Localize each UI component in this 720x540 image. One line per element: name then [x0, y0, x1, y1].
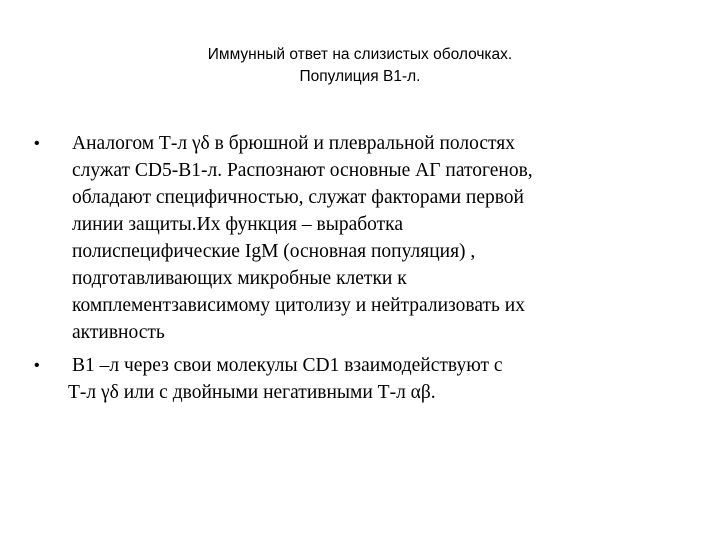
bullet-1-line-4: линии защиты.Их функция – выработка	[72, 214, 403, 235]
title-line-1: Иммунный ответ на слизистых оболочках.	[207, 46, 513, 63]
bullet-icon: •	[34, 135, 40, 152]
slide-title	[120, 44, 600, 88]
bullet-item-2	[34, 352, 694, 406]
bullet-1-line-7: комплементзависимому цитолизу и нейтрализовать их	[72, 295, 525, 316]
bullet-list	[34, 130, 694, 412]
bullet-1-line-6: подготавливающих микробные клетки к	[72, 268, 407, 289]
bullet-2-line-2: Т-л γδ или с двойными негативными Т-л αβ.	[68, 382, 436, 403]
bullet-item-1	[34, 130, 694, 346]
bullet-1-line-5: полиспецифические IgM (основная популяция) ,	[72, 241, 476, 262]
title-line-2: Популиция В1-л.	[299, 68, 421, 85]
bullet-1-line-8: активность	[72, 322, 165, 343]
bullet-2-line-1: В1 –л через свои молекулы CD1 взаимодействуют с	[72, 355, 503, 376]
bullet-1-line-1: Аналогом Т-л γδ в брюшной и плевральной полостях	[72, 133, 516, 154]
bullet-1-line-2: служат CD5-B1-л. Распознают основные АГ патогенов,	[72, 160, 533, 181]
bullet-1-line-3: обладают специфичностью, служат факторами первой	[72, 187, 524, 208]
bullet-icon: •	[34, 357, 40, 374]
